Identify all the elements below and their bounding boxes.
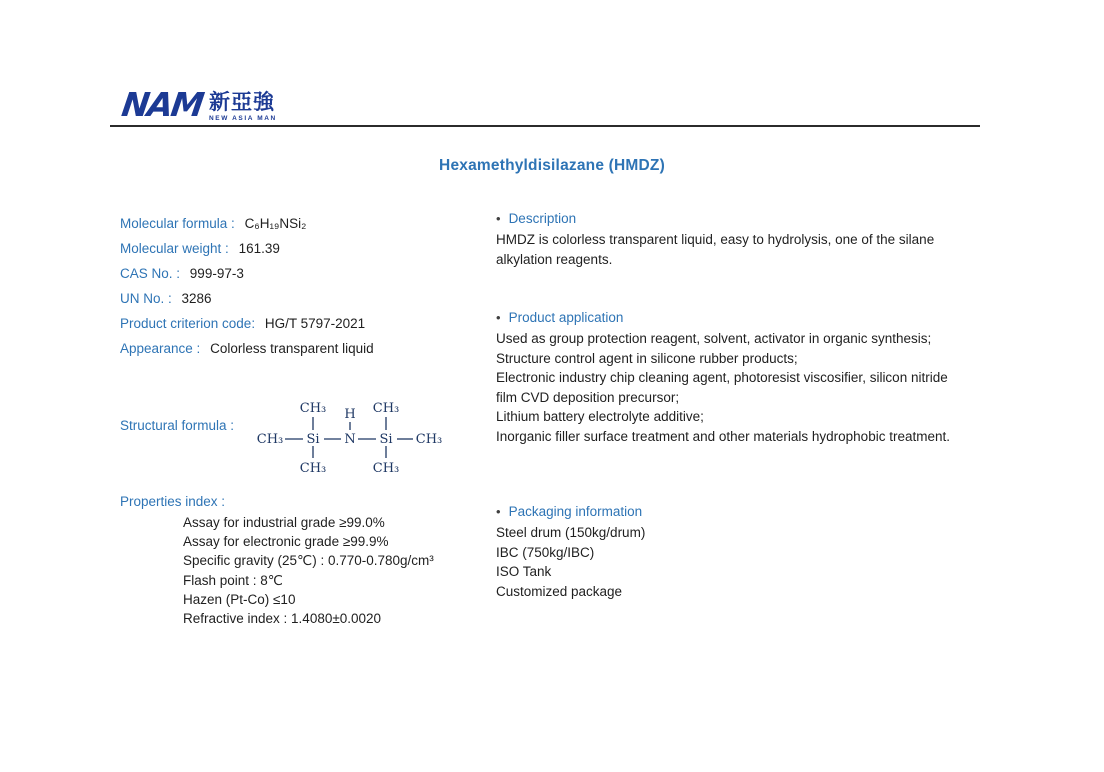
section-heading-row <box>496 211 968 226</box>
field-value: 999-97-3 <box>189 266 244 281</box>
atom-ch3-right: CH₃ <box>415 432 443 447</box>
bullet-icon: • <box>496 310 501 325</box>
property-refractive-index: Refractive index : 1.4080±0.0020 <box>183 611 382 627</box>
logo-nam-mark: NAM <box>119 85 205 124</box>
bullet-icon: • <box>496 211 501 226</box>
property-specific-gravity: Specific gravity (25℃) : 0.770-0.780g/cm³ <box>183 553 434 569</box>
field-appearance <box>120 341 374 356</box>
field-molecular-formula <box>120 216 306 231</box>
field-value: 3286 <box>181 291 212 306</box>
section-body <box>496 523 968 601</box>
atom-ch3-top-left: CH₃ <box>299 401 327 416</box>
section-description <box>496 211 968 269</box>
company-logo <box>119 85 277 124</box>
atom-ch3-bottom-left: CH₃ <box>299 461 327 476</box>
structural-formula-diagram <box>252 392 448 478</box>
field-label: Molecular formula : <box>120 216 235 231</box>
application-line: Lithium battery electrolyte additive; <box>496 409 704 424</box>
section-product-application <box>496 310 968 446</box>
section-body <box>496 230 968 269</box>
logo-right-block <box>209 92 277 122</box>
atom-ch3-top-right: CH₃ <box>372 401 400 416</box>
field-label: CAS No. : <box>120 266 181 281</box>
field-label: Appearance : <box>120 341 201 356</box>
packaging-line: IBC (750kg/IBC) <box>496 544 595 560</box>
properties-list <box>183 513 434 628</box>
section-title: Product application <box>508 310 624 325</box>
application-line: Electronic industry chip cleaning agent, photoresist viscosifier, silicon nitride film CVD deposition precursor; <box>496 370 948 405</box>
field-molecular-weight <box>120 241 280 256</box>
field-value: 161.39 <box>238 241 280 256</box>
packaging-line: ISO Tank <box>496 564 552 579</box>
field-label: Product criterion code: <box>120 316 256 331</box>
bullet-icon: • <box>496 504 501 519</box>
field-un-no <box>120 291 212 306</box>
section-heading-row <box>496 504 968 519</box>
atom-ch3-left: CH₃ <box>256 432 284 447</box>
property-hazen: Hazen (Pt-Co) ≤10 <box>183 591 296 607</box>
application-line: Structure control agent in silicone rubber products; <box>496 350 798 366</box>
field-product-criterion-code <box>120 316 365 331</box>
atom-ch3-bottom-right: CH₃ <box>372 461 400 476</box>
section-body <box>496 329 968 446</box>
field-value: HG/T 5797-2021 <box>264 316 366 331</box>
atom-si-left: Si <box>306 432 320 447</box>
structural-formula-label: Structural formula : <box>120 418 235 433</box>
logo-english-name: NEW ASIA MAN <box>209 115 277 122</box>
field-value: Colorless transparent liquid <box>210 341 374 356</box>
application-line: Inorganic filler surface treatment and other materials hydrophobic treatment. <box>496 428 950 444</box>
atom-si-right: Si <box>379 432 393 447</box>
section-title: Description <box>508 211 577 226</box>
packaging-line: Customized package <box>496 583 623 599</box>
property-assay-industrial: Assay for industrial grade ≥99.0% <box>183 515 385 530</box>
field-cas-no <box>120 266 244 281</box>
application-line: Used as group protection reagent, solvent, activator in organic synthesis; <box>496 331 932 346</box>
logo-chinese-name: 新亞強 <box>209 91 275 114</box>
section-packaging-information <box>496 504 968 601</box>
field-label: Molecular weight : <box>120 241 229 256</box>
packaging-line: Steel drum (150kg/drum) <box>496 525 646 540</box>
page-title: Hexamethyldisilazane (HMDZ) <box>439 157 665 174</box>
properties-index-label: Properties index : <box>120 494 226 509</box>
property-assay-electronic: Assay for electronic grade ≥99.9% <box>183 534 389 550</box>
header-divider <box>110 125 980 127</box>
section-heading-row <box>496 310 968 325</box>
section-title: Packaging information <box>508 504 643 519</box>
property-flash-point: Flash point : 8℃ <box>183 572 283 588</box>
description-text: HMDZ is colorless transparent liquid, easy to hydrolysis, one of the silane alkylation reagents. <box>496 232 935 267</box>
atom-n: N <box>344 432 356 447</box>
atom-h: H <box>344 407 356 422</box>
field-label: UN No. : <box>120 291 172 306</box>
field-value: C₆H₁₉NSi₂ <box>244 216 307 231</box>
